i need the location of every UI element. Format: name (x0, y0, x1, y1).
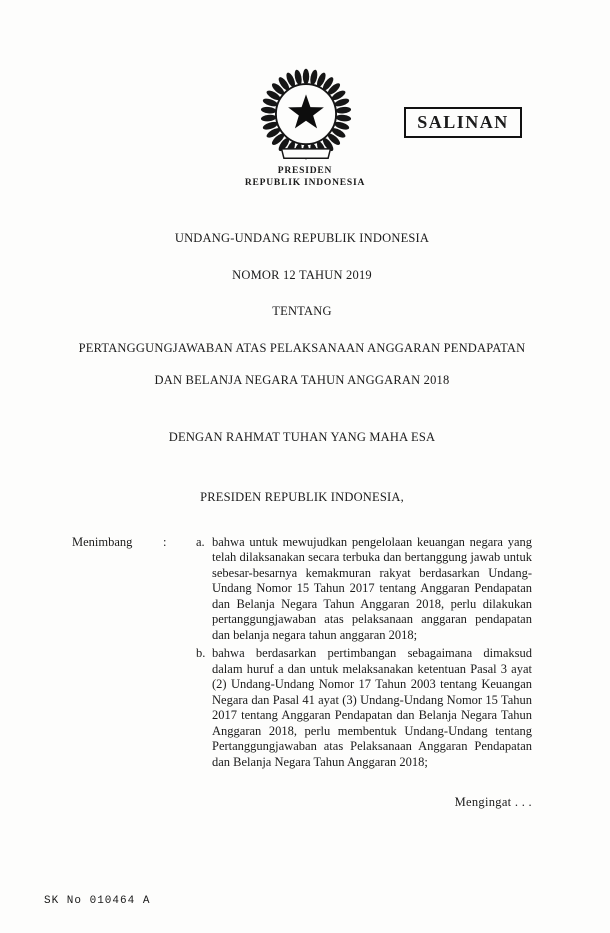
letterhead-republik: REPUBLIK INDONESIA (244, 177, 366, 188)
item-text: bahwa untuk mewujudkan pengelolaan keuangan negara yang telah dilaksanakan secara terbuka dan bertanggung jawab untuk sebesar-besarnya kemakmuran rakyat berdasarkan Undang-Undang Nomor 15 Tahun 2017 tentang Anggaran Pendapatan dan Belanja Negara Tahun Anggaran 2018, perlu dilakukan pertanggungjawaban atas pelaksanaan anggaran pendapatan dan belanja negara tahun anggaran 2018; (212, 534, 532, 642)
national-emblem-icon (259, 66, 353, 166)
doc-title-line1: UNDANG-UNDANG REPUBLIK INDONESIA (174, 231, 430, 245)
doc-title-line2: NOMOR 12 TAHUN 2019 (232, 267, 372, 282)
letterhead-presiden: PRESIDEN (277, 166, 333, 176)
doc-title-line3: TENTANG (272, 304, 332, 318)
invocation-line: DENGAN RAHMAT TUHAN YANG MAHA ESA (168, 429, 436, 444)
salinan-stamp (404, 107, 522, 138)
salutation-line: PRESIDEN REPUBLIK INDONESIA, (200, 490, 404, 504)
considering-colon: : (163, 534, 167, 549)
item-marker: a. (196, 534, 205, 549)
considering-label: Menimbang (72, 534, 133, 549)
item-text: bahwa berdasarkan pertimbangan sebagaimana dimaksud dalam huruf a dan untuk melaksanakan ketentuan Pasal 3 ayat (2) Undang-Undang Nomor 17 Tahun 2003 tentang Keuangan Negara dan Pasal 41 ayat (3) Undang-Undang Nomor 15 Tahun 2017 tentang Anggaran Pendapatan dan Belanja Negara Tahun Anggaran 2018, perlu membentuk Undang-Undang tentang Pertanggungjawaban atas Pelaksanaan Anggaran Pendapatan dan Belanja Negara Tahun Anggaran 2018; (212, 646, 532, 769)
considering-items (196, 535, 532, 774)
doc-control-number: SK No 010464 A (44, 895, 151, 907)
doc-title-line5: DAN BELANJA NEGARA TAHUN ANGGARAN 2018 (154, 373, 450, 387)
considering-item-b (196, 646, 532, 770)
salinan-stamp-label: SALINAN (417, 112, 509, 132)
page-continuation-marker: Mengingat . . . (454, 795, 532, 809)
considering-item-a (196, 535, 532, 644)
document-body (72, 231, 532, 811)
considering-section (72, 535, 532, 774)
doc-title-line4: PERTANGGUNGJAWABAN ATAS PELAKSANAAN ANGGARAN PENDAPATAN (78, 340, 526, 355)
item-marker: b. (196, 646, 206, 660)
letterhead (0, 166, 610, 190)
